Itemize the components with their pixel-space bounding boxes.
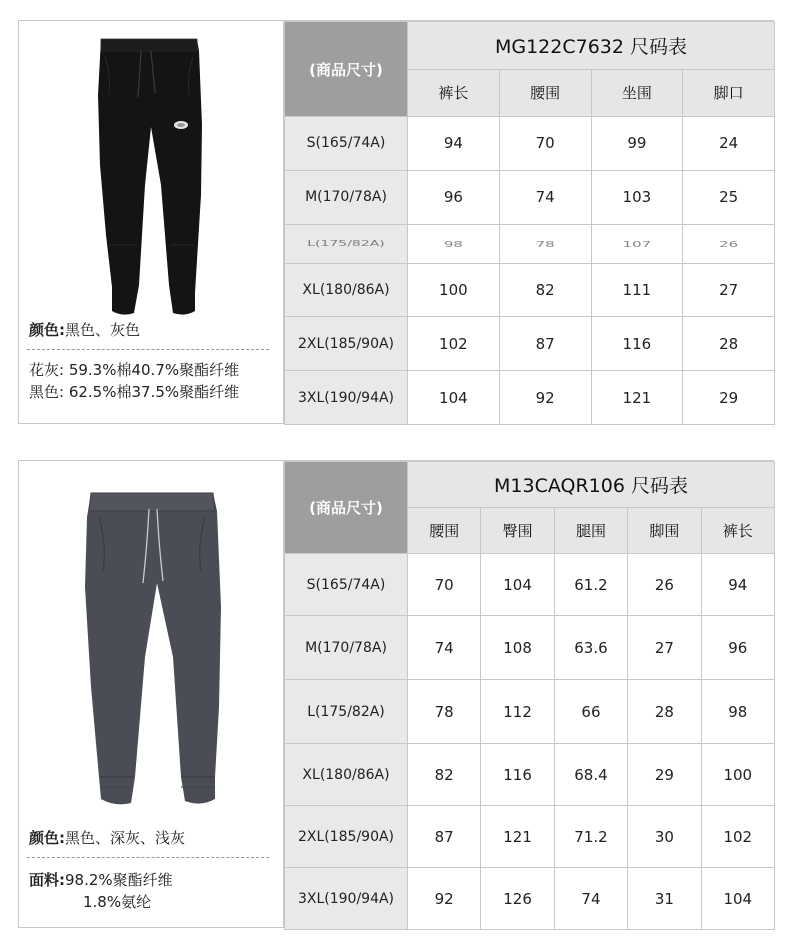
table-cell: 74: [554, 868, 627, 930]
table-cell: 71.2: [554, 806, 627, 868]
table-cell: 96: [408, 170, 500, 224]
black-pants-image: [89, 35, 209, 320]
cell-text: 78: [535, 238, 555, 249]
cell-text: 98: [443, 238, 463, 249]
fabric-line-1: 花灰: 59.3%棉40.7%聚酯纤维: [29, 361, 240, 379]
color-value: 黑色、深灰、浅灰: [65, 829, 186, 847]
table-cell: 25: [683, 170, 775, 224]
size-chart-panel-1: [18, 20, 774, 424]
column-header: 坐围: [591, 69, 683, 117]
color-line: [29, 319, 140, 340]
table-cell: 70: [499, 117, 591, 171]
corner-header: (商品尺寸): [285, 22, 408, 117]
color-value: 黑色、灰色: [65, 321, 141, 339]
table-cell: [591, 224, 683, 263]
table-cell: 70: [408, 554, 481, 616]
table-row: [285, 317, 775, 371]
column-header: 臀围: [481, 508, 554, 554]
size-label: 2XL(185/90A): [285, 317, 408, 371]
table-cell: [499, 224, 591, 263]
table-row: [285, 744, 775, 806]
table-row: [285, 616, 775, 680]
color-label: 颜色:: [29, 829, 65, 847]
table-cell: 78: [408, 680, 481, 744]
table-cell: 94: [408, 117, 500, 171]
column-header: 脚口: [683, 69, 775, 117]
table-cell: 66: [554, 680, 627, 744]
table-row: [285, 170, 775, 224]
table-cell: 104: [408, 371, 500, 425]
size-chart-panel-2: [18, 460, 774, 928]
table-row: [285, 868, 775, 930]
fabric-line-2: 黑色: 62.5%棉37.5%聚酯纤维: [29, 383, 240, 401]
table-cell: 121: [591, 371, 683, 425]
table-cell: 126: [481, 868, 554, 930]
size-label: L(175/82A): [285, 680, 408, 744]
table-row: [285, 680, 775, 744]
size-label: S(165/74A): [285, 554, 408, 616]
table-cell: 94: [701, 554, 774, 616]
table-cell: 30: [628, 806, 701, 868]
product-info-1: [19, 21, 284, 423]
table-cell: 27: [628, 616, 701, 680]
table-cell: 116: [591, 317, 683, 371]
size-label-text: L(175/82A): [307, 239, 385, 249]
column-header: 腿围: [554, 508, 627, 554]
column-header: 脚围: [628, 508, 701, 554]
table-cell: 74: [499, 170, 591, 224]
table-cell: 87: [408, 806, 481, 868]
table-cell: 100: [408, 263, 500, 317]
table-cell: 116: [481, 744, 554, 806]
table-row: [285, 263, 775, 317]
size-table-1: [284, 21, 775, 425]
fabric-line-2: 1.8%氨纶: [83, 893, 152, 911]
table-cell: 104: [701, 868, 774, 930]
table-cell: [683, 224, 775, 263]
column-header: 腰围: [499, 69, 591, 117]
table-row: [285, 117, 775, 171]
table-cell: 92: [408, 868, 481, 930]
table-cell: 82: [408, 744, 481, 806]
table-cell: 102: [701, 806, 774, 868]
gray-pants-image: [77, 487, 227, 813]
table-cell: 104: [481, 554, 554, 616]
table-cell: [408, 224, 500, 263]
table-cell: 87: [499, 317, 591, 371]
column-header: 腰围: [408, 508, 481, 554]
table-cell: 29: [628, 744, 701, 806]
fabric-info: [29, 359, 239, 403]
divider: [27, 349, 269, 350]
table-cell: 111: [591, 263, 683, 317]
cell-text: 107: [622, 238, 652, 249]
table-cell: 29: [683, 371, 775, 425]
divider: [27, 857, 269, 858]
product-info-2: [19, 461, 284, 927]
corner-header: (商品尺寸): [285, 462, 408, 554]
table-cell: 28: [683, 317, 775, 371]
table-row: [285, 554, 775, 616]
table-cell: 28: [628, 680, 701, 744]
size-table-2: [284, 461, 775, 930]
color-line: [29, 827, 185, 848]
table-row: [285, 224, 775, 263]
fabric-line-1: 98.2%聚酯纤维: [65, 871, 173, 889]
table-row: [285, 806, 775, 868]
table-cell: 27: [683, 263, 775, 317]
fabric-label: 面料:: [29, 871, 65, 889]
color-label: 颜色:: [29, 321, 65, 339]
size-label: S(165/74A): [285, 117, 408, 171]
size-label: [285, 224, 408, 263]
table-cell: 68.4: [554, 744, 627, 806]
table-cell: 100: [701, 744, 774, 806]
size-label: XL(180/86A): [285, 744, 408, 806]
table-cell: 61.2: [554, 554, 627, 616]
table-cell: 31: [628, 868, 701, 930]
table-title: MG122C7632 尺码表: [408, 22, 775, 70]
table-cell: 121: [481, 806, 554, 868]
table-cell: 96: [701, 616, 774, 680]
table-cell: 74: [408, 616, 481, 680]
table-cell: 108: [481, 616, 554, 680]
column-header: 裤长: [408, 69, 500, 117]
size-label: XL(180/86A): [285, 263, 408, 317]
column-header: 裤长: [701, 508, 774, 554]
table-cell: 82: [499, 263, 591, 317]
table-title: M13CAQR106 尺码表: [408, 462, 775, 508]
table-cell: 112: [481, 680, 554, 744]
table-cell: 98: [701, 680, 774, 744]
table-row: [285, 371, 775, 425]
size-label: 2XL(185/90A): [285, 806, 408, 868]
table-cell: 103: [591, 170, 683, 224]
table-cell: 26: [628, 554, 701, 616]
size-label: M(170/78A): [285, 170, 408, 224]
table-cell: 63.6: [554, 616, 627, 680]
cell-text: 26: [719, 238, 739, 249]
table-cell: 24: [683, 117, 775, 171]
table-cell: 102: [408, 317, 500, 371]
size-label: 3XL(190/94A): [285, 371, 408, 425]
table-cell: 99: [591, 117, 683, 171]
size-label: M(170/78A): [285, 616, 408, 680]
fabric-info: [29, 869, 173, 913]
table-cell: 92: [499, 371, 591, 425]
size-label: 3XL(190/94A): [285, 868, 408, 930]
